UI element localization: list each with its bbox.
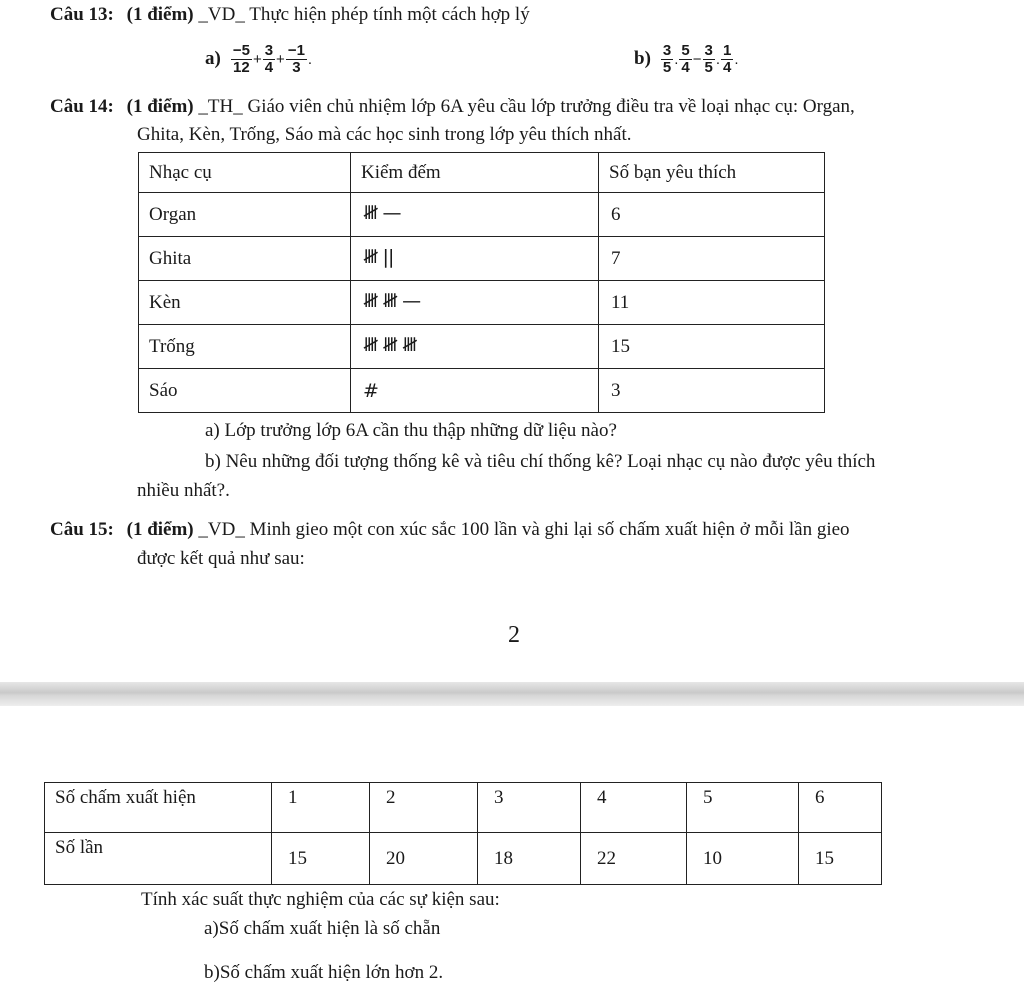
tally-marks: 𝍸 𝍸 — bbox=[351, 281, 599, 325]
q13-a-expression: a) $\frac{-5}{12}$ + $\frac{3}{4}$ + $\frac{-1}{3}$ . bbox=[205, 41, 313, 76]
fraction: $\frac{5}{4}$ bbox=[681, 41, 690, 76]
table-cell: 4 bbox=[581, 783, 687, 833]
row-label: Số lần bbox=[45, 833, 272, 885]
dice-table bbox=[44, 782, 882, 885]
fraction: $\frac{3}{5}$ bbox=[662, 41, 672, 76]
header-cell: Kiểm đếm bbox=[351, 153, 599, 193]
count-cell: 7 bbox=[599, 237, 825, 281]
fraction: $\frac{3}{5}$ bbox=[704, 41, 713, 76]
q14-points: (1 điểm) bbox=[126, 96, 194, 117]
count-cell: 6 bbox=[599, 193, 825, 237]
page-break-divider bbox=[0, 682, 1024, 706]
table-cell: 2 bbox=[370, 783, 478, 833]
table-row bbox=[45, 833, 882, 885]
row-label: Số chấm xuất hiện bbox=[45, 783, 272, 833]
q14-question-a: a) Lớp trưởng lớp 6A cần thu thập những dữ liệu nào? bbox=[205, 420, 617, 441]
header-cell: Số bạn yêu thích bbox=[599, 153, 825, 193]
q13-points: (1 điểm) bbox=[126, 4, 194, 25]
q15-task: Tính xác suất thực nghiệm của các sự kiện sau: bbox=[141, 889, 500, 910]
table-row bbox=[139, 369, 825, 413]
instrument-name: Organ bbox=[139, 193, 351, 237]
tally-marks: 𝍸 — bbox=[351, 193, 599, 237]
tally-marks: 𝍸 || bbox=[351, 237, 599, 281]
q14-question-b: b) Nêu những đối tượng thống kê và tiêu chí thống kê? Loại nhạc cụ nào được yêu thích bbox=[205, 451, 876, 472]
table-cell: 5 bbox=[687, 783, 799, 833]
q15-text: _VD_ Minh gieo một con xúc sắc 100 lần và ghi lại số chấm xuất hiện ở mỗi lần gieo bbox=[193, 519, 850, 540]
q15-line1 bbox=[50, 519, 850, 541]
q15-heading: Câu 15: bbox=[50, 519, 114, 540]
q13-b-label: b) bbox=[634, 48, 651, 69]
table-cell: 22 bbox=[581, 833, 687, 885]
fraction: $\frac{-1}{3}$ bbox=[287, 41, 305, 76]
page-number: 2 bbox=[508, 622, 520, 648]
count-cell: 15 bbox=[599, 325, 825, 369]
q13-a-label: a) bbox=[205, 48, 221, 69]
fraction: $\frac{3}{4}$ bbox=[264, 41, 274, 76]
count-cell: 3 bbox=[599, 369, 825, 413]
instrument-name: Sáo bbox=[139, 369, 351, 413]
table-row bbox=[139, 193, 825, 237]
instrument-table bbox=[138, 152, 825, 413]
tally-marks: # bbox=[351, 369, 599, 413]
q14-line2: Ghita, Kèn, Trống, Sáo mà các học sinh trong lớp yêu thích nhất. bbox=[137, 124, 632, 145]
q14-line1 bbox=[50, 96, 855, 118]
fraction: $\frac{-5}{12}$ bbox=[232, 41, 250, 76]
tally-marks: 𝍸 𝍸 𝍸 bbox=[351, 325, 599, 369]
fraction: $\frac{1}{4}$ bbox=[723, 41, 732, 76]
q13-line bbox=[50, 4, 530, 26]
q13-heading: Câu 13: bbox=[50, 4, 114, 25]
q15-points: (1 điểm) bbox=[126, 519, 194, 540]
q13-b-expression: b) $\frac{3}{5}$ . $\frac{5}{4}$ − $\frac{3}{5}$ . $\frac{1}{4}$ . bbox=[634, 41, 739, 76]
table-cell: 3 bbox=[478, 783, 581, 833]
q15-line2: được kết quả như sau: bbox=[137, 548, 305, 569]
table-row bbox=[45, 783, 882, 833]
q14-heading: Câu 14: bbox=[50, 96, 114, 117]
table-cell: 20 bbox=[370, 833, 478, 885]
q14-text: _TH_ Giáo viên chủ nhiệm lớp 6A yêu cầu lớp trưởng điều tra về loại nhạc cụ: Organ, bbox=[193, 96, 855, 117]
count-cell: 11 bbox=[599, 281, 825, 325]
table-row bbox=[139, 237, 825, 281]
table-row bbox=[139, 281, 825, 325]
q15-task-b: b)Số chấm xuất hiện lớn hơn 2. bbox=[204, 962, 444, 983]
table-row bbox=[139, 325, 825, 369]
q15-task-a: a)Số chấm xuất hiện là số chẵn bbox=[204, 918, 441, 939]
table-cell: 10 bbox=[687, 833, 799, 885]
header-cell: Nhạc cụ bbox=[139, 153, 351, 193]
table-cell: 6 bbox=[799, 783, 882, 833]
q14-question-b-cont: nhiều nhất?. bbox=[137, 480, 230, 501]
table-header-row bbox=[139, 153, 825, 193]
q13-text: _VD_ Thực hiện phép tính một cách hợp lý bbox=[193, 4, 530, 25]
table-cell: 15 bbox=[272, 833, 370, 885]
instrument-name: Ghita bbox=[139, 237, 351, 281]
table-cell: 18 bbox=[478, 833, 581, 885]
table-cell: 15 bbox=[799, 833, 882, 885]
instrument-name: Trống bbox=[139, 325, 351, 369]
instrument-name: Kèn bbox=[139, 281, 351, 325]
table-cell: 1 bbox=[272, 783, 370, 833]
